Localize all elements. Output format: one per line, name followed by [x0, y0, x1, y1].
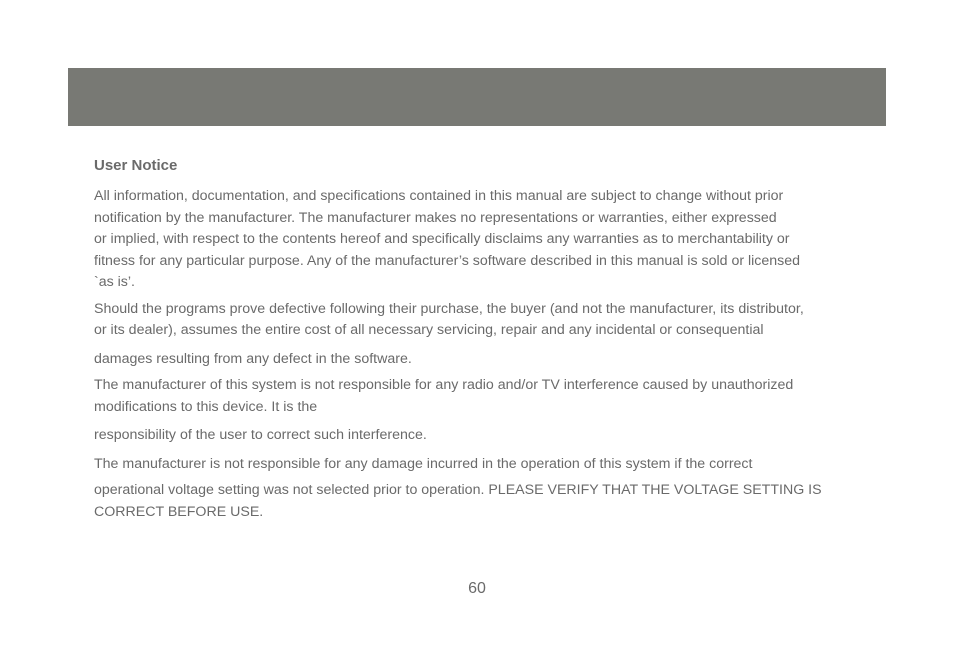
notice-paragraph-interference-cont: responsibility of the user to correct such interference.	[94, 427, 427, 443]
notice-paragraph-disclaimer: All information, documentation, and specifications contained in this manual are subject to change without prior notification by the manufacturer. The manufacturer makes no representations or warranties, either expressed or implied, with respect to the contents hereof and specifically disclaims any warranties as to merchantability or fitness for any particular purpose. Any of the manufacturer’s software described in this manual is sold or licensed `as is’.	[94, 188, 801, 290]
section-title: User Notice	[94, 157, 178, 174]
notice-paragraph-defects-cont: damages resulting from any defect in the software.	[94, 350, 412, 367]
notice-paragraph-voltage-cont: operational voltage setting was not selected prior to operation. PLEASE VERIFY THAT THE VOLTAGE SETTING IS CORRECT BEFORE USE.	[94, 482, 822, 520]
page-number: 60	[468, 580, 486, 597]
notice-paragraph-interference: The manufacturer of this system is not responsible for any radio and/or TV interference caused by unauthorized modifications to this device. It is the	[94, 377, 794, 415]
header-band	[68, 68, 886, 126]
notice-paragraph-voltage: The manufacturer is not responsible for any damage incurred in the operation of this system if the correct	[94, 455, 753, 472]
notice-paragraph-defects: Should the programs prove defective following their purchase, the buyer (and not the manufacturer, its distributor, or its dealer), assumes the entire cost of all necessary servicing, repair and any incidental or consequential	[94, 300, 804, 338]
user-notice-section	[94, 156, 874, 523]
